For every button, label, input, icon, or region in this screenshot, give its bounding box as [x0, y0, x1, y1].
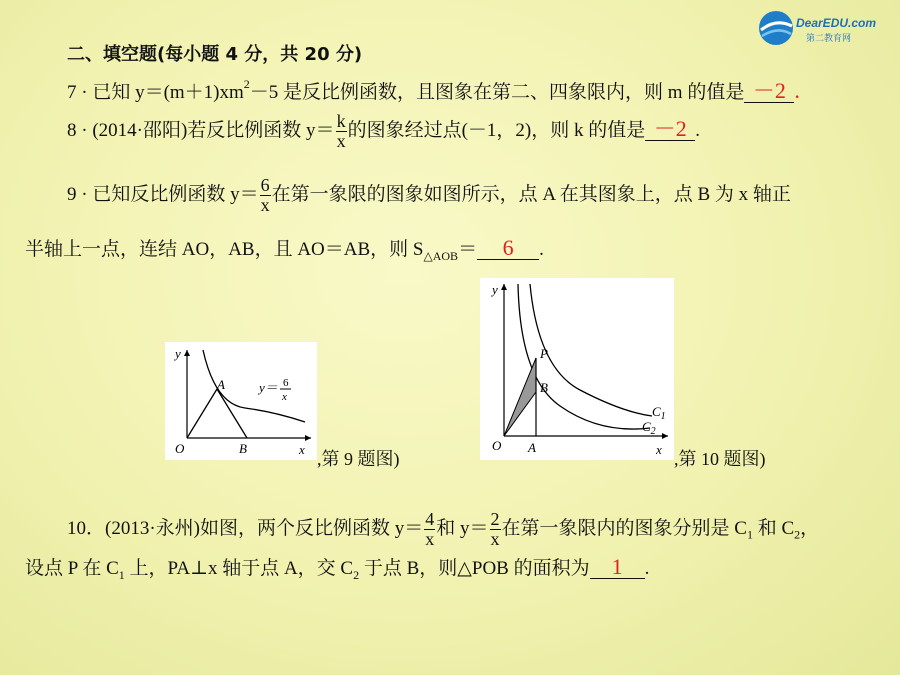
svg-text:P: P	[540, 346, 548, 361]
svg-text:y: y	[492, 282, 498, 297]
svg-text:C1: $C_1$	[652, 404, 666, 422]
svg-text:x: x	[299, 442, 305, 457]
question-7: 7 · 已知 $y=(m+1)xm^2-5$ 是反比例函数，且图象在第二、四象限内，则 m 的值是 －2 .	[67, 76, 800, 103]
svg-text:6: 6	[283, 377, 289, 389]
question-10: 10．(2013·永州)如图，两个反比例函数 y＝ $\frac{4}{x}$ 和 y＝ $\frac{2}{x}$ 在第一象限内的图象分别是 $C_1$ 和 $C_2$，	[67, 509, 820, 549]
figure-10	[480, 278, 674, 460]
svg-text:x: x	[656, 442, 662, 457]
section-title: 二、填空题(每小题 4 分，共 20 分)	[67, 44, 363, 65]
svg-text:y＝: y＝	[259, 380, 278, 395]
question-8: 8 · (2014·邵阳)若反比例函数 y＝ $\frac{k}{x}$ 的图象经过点(－1，2)，则 k 的值是 －2 .	[67, 111, 700, 151]
site-logo	[756, 8, 896, 48]
svg-text:C2: $C_2$	[642, 419, 656, 437]
svg-text:O: O	[175, 441, 185, 456]
logo-brand: DearEDU.com	[796, 16, 877, 30]
answer-10: 1	[611, 554, 623, 579]
answer-8: －2	[653, 115, 687, 141]
curve-c2	[518, 284, 650, 429]
svg-text:A: A	[217, 377, 225, 392]
figure-9	[165, 342, 317, 460]
figure-9-caption: ,第 9 题图)	[317, 449, 400, 469]
svg-text:O: O	[492, 438, 502, 453]
question-9-cont: 半轴上一点，连结 AO，AB，且 AO＝AB，则 $S_{\triangle AOB}= 6$ .	[25, 235, 544, 263]
question-10-cont: 设点 P 在 $C_1$ 上，PA⊥x 轴于点 A，交 $C_2$ 于点 B，则△POB 的面积为 1 .	[25, 554, 650, 582]
svg-text:x: x	[282, 391, 287, 403]
svg-text:B: B	[239, 441, 247, 456]
figure-10-caption: ,第 10 题图)	[674, 449, 766, 469]
logo-sub: 第二教育网	[806, 34, 852, 44]
question-9: 9 · 已知反比例函数 y＝ $\frac{6}{x}$ 在第一象限的图象如图所示，点 A 在其图象上，点 B 为 x 轴正	[67, 175, 791, 215]
answer-7: －2	[752, 78, 786, 103]
svg-text:B: B	[540, 380, 548, 395]
svg-text:y: y	[175, 346, 181, 361]
svg-text:A: A	[528, 440, 536, 455]
answer-9: 6	[502, 235, 514, 260]
